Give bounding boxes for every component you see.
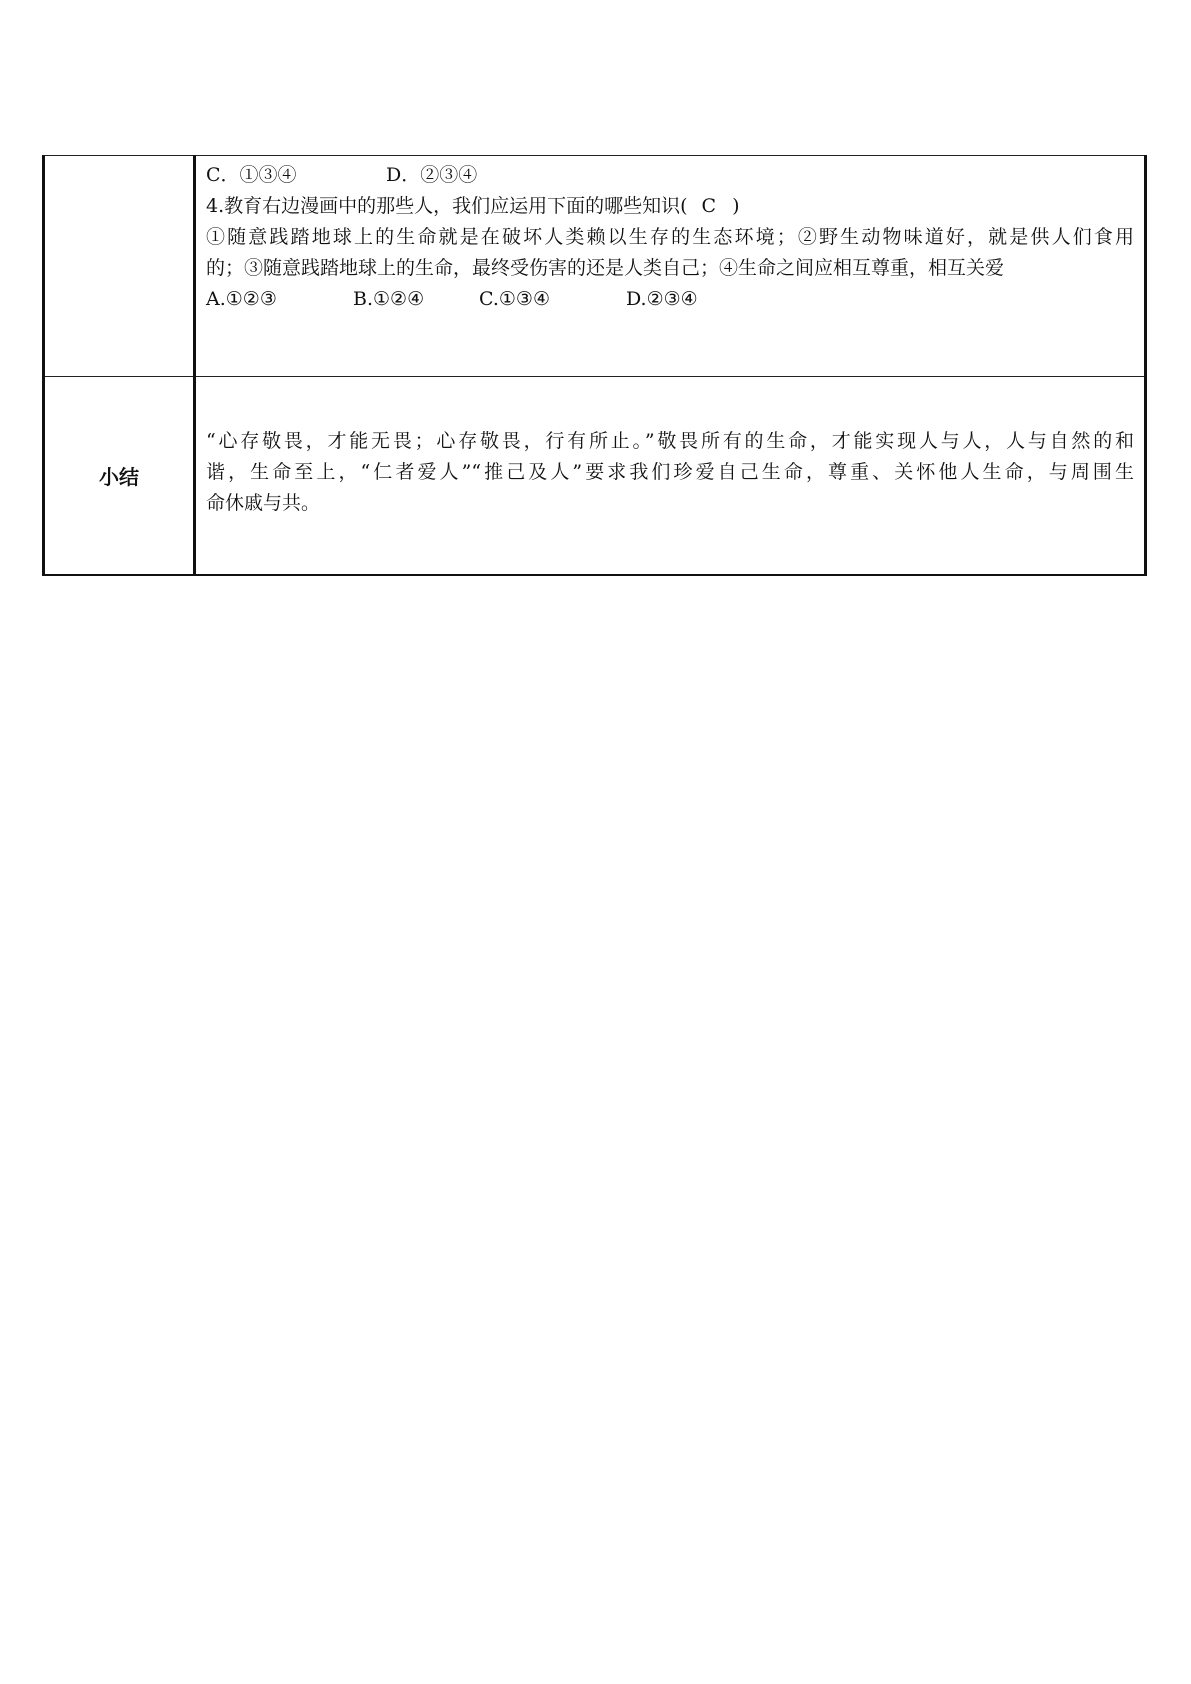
prev-option-d: D．②③④ bbox=[386, 164, 478, 186]
question-4-option-b: B.①②④ bbox=[353, 288, 425, 310]
summary-label-cell bbox=[44, 377, 195, 576]
question-4-options-line bbox=[206, 284, 1134, 315]
question-4-close-paren: ) bbox=[732, 195, 740, 217]
question-4-stem-line bbox=[206, 191, 1134, 222]
questions-label-cell bbox=[44, 156, 195, 377]
prev-options-line bbox=[206, 160, 1134, 191]
summary-line-2: 谐，生命至上，“仁者爱人”“推己及人”要求我们珍爱自己生命，尊重、关怀他人生命，与周围生 bbox=[206, 461, 1134, 483]
question-4-answer: C bbox=[701, 195, 717, 217]
summary-content-cell bbox=[195, 377, 1146, 576]
prev-option-c: C．①③④ bbox=[206, 164, 297, 186]
question-4-stem: 4.教育右边漫画中的那些人，我们应运用下面的哪些知识( bbox=[206, 195, 688, 217]
summary-row bbox=[44, 377, 1146, 576]
lesson-table bbox=[42, 155, 1147, 576]
questions-row bbox=[44, 156, 1146, 377]
question-4-option-c: C.①③④ bbox=[479, 288, 550, 310]
question-4-option-d: D.②③④ bbox=[626, 288, 698, 310]
question-4-option-a: A.①②③ bbox=[206, 288, 277, 310]
summary-content bbox=[196, 377, 1144, 519]
questions-content-cell bbox=[195, 156, 1146, 377]
summary-line-3: 命休戚与共。 bbox=[206, 492, 321, 514]
summary-line-1: “心存敬畏，才能无畏；心存敬畏，行有所止。”敬畏所有的生命，才能实现人与人，人与自然的和 bbox=[206, 430, 1134, 452]
questions-content bbox=[196, 156, 1144, 315]
summary-label: 小结 bbox=[99, 465, 139, 489]
question-4-statement-line-2: 的；③随意践踏地球上的生命，最终受伤害的还是人类自己；④生命之间应相互尊重，相互关爱 bbox=[206, 257, 1005, 279]
question-4-statement-line-1: ①随意践踏地球上的生命就是在破坏人类赖以生存的生态环境；②野生动物味道好，就是供人们食用 bbox=[206, 226, 1134, 248]
